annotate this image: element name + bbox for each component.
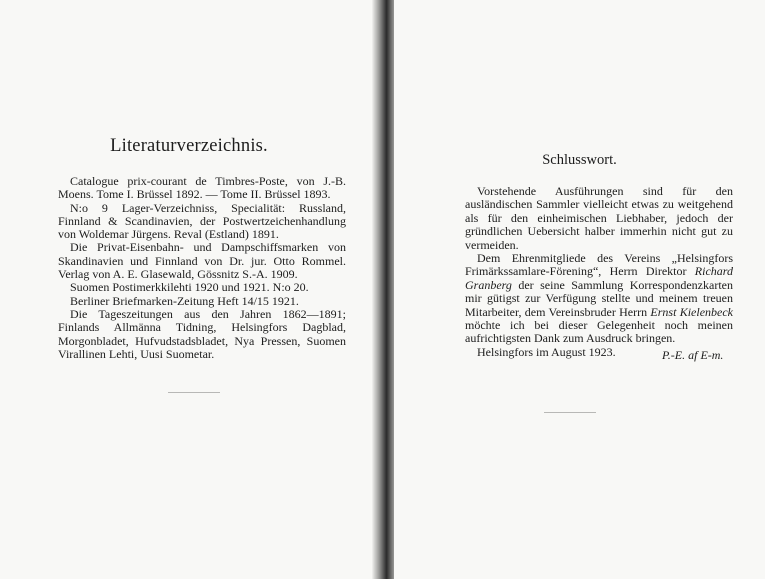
bibliography-entry: Suomen Postimerkkilehti 1920 und 1921. N:o 20. bbox=[70, 280, 309, 295]
bibliography-entry: Catalogue prix-courant de Timbres-Poste, von J.-B. Moens. Tome I. Brüssel 1892. — Tome II. Brüssel 1893. bbox=[58, 174, 346, 202]
bibliography-entry: Berliner Briefmarken-Zeitung Heft 14/15 1921. bbox=[70, 293, 299, 308]
section-title: Schlusswort. bbox=[542, 152, 617, 168]
left-page bbox=[0, 0, 378, 579]
page-title: Literaturverzeichnis. bbox=[110, 136, 268, 156]
right-page bbox=[394, 0, 765, 579]
paragraph bbox=[465, 252, 733, 346]
paragraph: Vorstehende Ausführungen sind für den ausländischen Sammler vielleicht etwas zu weitgehend als für den einheimischen Liebhaber, jedoch der gründlichen Uebersicht halber immerhin nicht gut zu vermeiden. bbox=[465, 184, 733, 252]
closing-text bbox=[465, 185, 733, 359]
right-divider bbox=[544, 412, 596, 413]
person-name: Ernst Kielenbeck bbox=[650, 304, 734, 319]
paragraph-text: der seine Sammlung Korrespondenzkarten mir gütigst zur Verfügung stellte und meinem treuen Mitarbeiter, dem Vereinsbruder Herrn bbox=[465, 277, 733, 319]
paragraph-text: möchte ich bei dieser Gelegenheit noch meinen aufrichtigsten Dank zum Ausdruck bringen. bbox=[465, 318, 733, 346]
person-name: Richard Granberg bbox=[465, 264, 733, 292]
paragraph-text: Dem Ehrenmitgliede des Vereins „Helsingfors Frimärkssamlare-Förening“, Herrn Direktor bbox=[465, 251, 733, 279]
bibliography-list bbox=[58, 175, 346, 361]
bibliography-entry: Die Tageszeitungen aus den Jahren 1862—1891; Finlands Allmänna Tidning, Helsingfors Dagblad, Morgonbladet, Hufvudstadsbladet, Nya Pressen, Suomen Virallinen Lehti, Uusi Suometar. bbox=[58, 306, 346, 361]
author-signature: P.-E. af E-m. bbox=[662, 348, 724, 362]
left-divider bbox=[168, 392, 220, 393]
bibliography-entry: Die Privat-Eisenbahn- und Dampschiffsmarken von Skandinavien und Finnland von Dr. jur. Otto Rommel. Verlag von A. E. Glasewald, Gössnitz S.-A. 1909. bbox=[58, 240, 346, 282]
place-date: Helsingfors im August 1923. bbox=[477, 344, 616, 359]
bibliography-entry: N:o 9 Lager-Verzeichniss, Specialität: Russland, Finnland & Scandinavien, der Postwertzeichenhandlung von Woldemar Jürgens. Reval (Estland) 1891. bbox=[58, 200, 346, 242]
